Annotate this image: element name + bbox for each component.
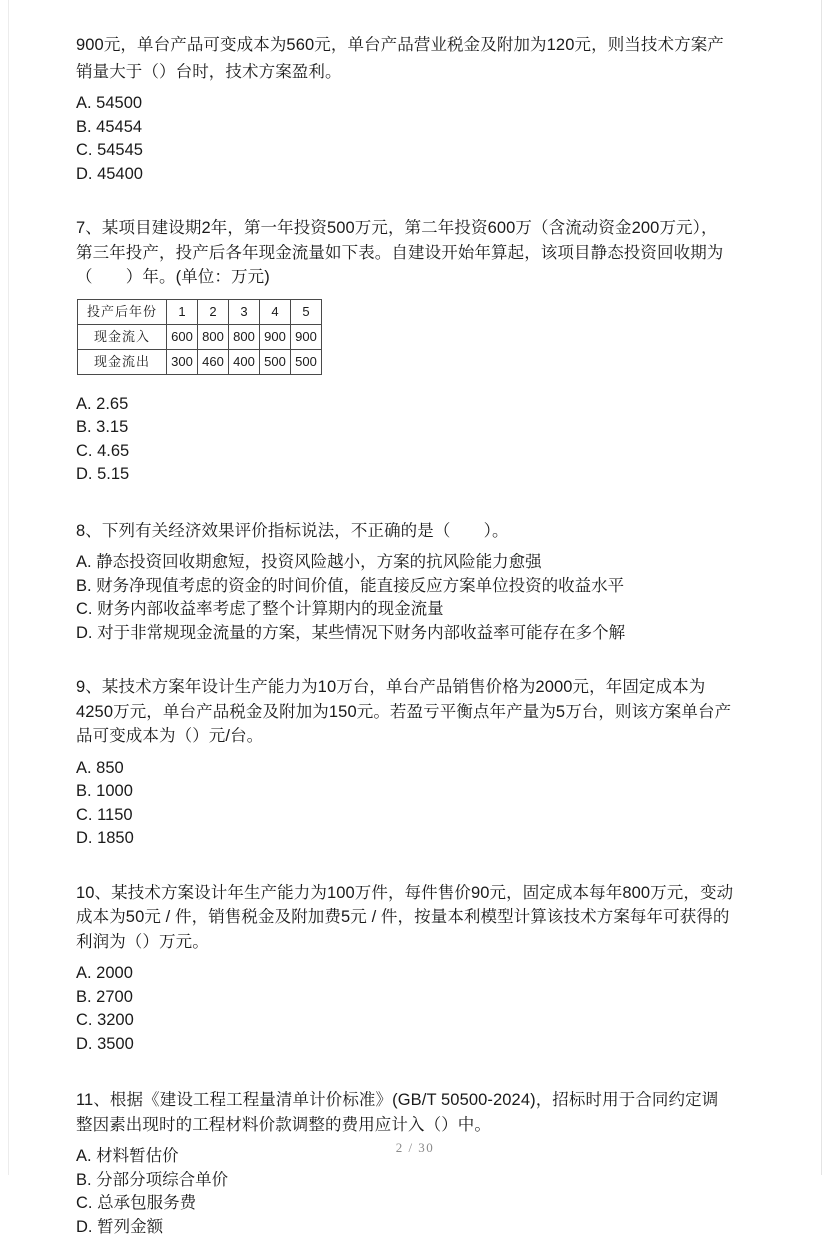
option-item[interactable]: B. 3.15 [76,418,129,436]
table-cell: 800 [198,324,229,349]
option-list [76,92,758,186]
page-footer: 2 / 30 [395,1140,435,1155]
option-item[interactable]: C. 54545 [76,141,143,159]
cash-flow-table [77,299,322,375]
table-cell: 2 [198,299,229,324]
option-item[interactable]: B. 45454 [76,117,143,136]
table-cell: 400 [229,349,260,374]
option-list [76,757,758,851]
question-stem-line: 9、某技术方案年设计生产能力为10万台，单台产品销售价格为2000元，年固定成本为 [76,678,706,696]
table-cell: 1 [167,299,198,324]
table-row-header: 现金流出 [78,349,167,374]
option-item[interactable]: D. 1850 [76,829,134,847]
option-item[interactable]: A. 2.65 [76,394,129,413]
table-cell: 500 [260,349,291,374]
option-item[interactable]: A. 2000 [76,964,133,982]
question-stem-line: 11、根据《建设工程工程量清单计价标准》(GB/T 50500-2024)，招标时用于合同约定调 [76,1091,719,1109]
option-item[interactable]: C. 3200 [76,1011,134,1029]
question-block-9 [76,675,758,851]
question-block-7 [76,216,758,487]
option-item[interactable]: A. 材料暂估价 [76,1147,179,1165]
table-cell: 3 [229,299,260,324]
option-list [76,962,758,1056]
table-cell: 460 [198,349,229,374]
table-cell: 4 [260,299,291,324]
table-cell: 5 [291,299,322,324]
page-edge-right [821,0,822,1175]
question-stem-line: 第三年投产，投产后各年现金流量如下表。自建设开始年算起，该项目静态投资回收期为 [76,243,724,262]
table-cell: 600 [167,324,198,349]
question-stem-line: （ ）年。(单位：万元) [76,268,270,286]
option-item[interactable]: A. 850 [76,758,124,777]
table-row [78,299,322,324]
option-item[interactable]: C. 财务内部收益率考虑了整个计算期内的现金流量 [76,600,444,618]
question-stem-line: 销量大于（）台时，技术方案盈利。 [76,62,342,81]
option-item[interactable]: D. 5.15 [76,465,130,483]
question-stem-line: 成本为50元 / 件，销售税金及附加费5元 / 件，按量本利模型计算该技术方案每年可获得的 [76,908,730,926]
option-item[interactable]: B. 财务净现值考虑的资金的时间价值，能直接反应方案单位投资的收益水平 [76,576,625,595]
option-item[interactable]: D. 3500 [76,1034,134,1053]
question-stem-line: 900元，单台产品可变成本为560元，单台产品营业税金及附加为120元，则当技术方案产 [76,36,724,54]
table-cell: 900 [260,324,291,349]
question-stem-line: 整因素出现时的工程材料价款调整的费用应计入（）中。 [76,1115,491,1134]
page-edge-left [8,0,9,1175]
question-stem-line: 8、下列有关经济效果评价指标说法，不正确的是（ ）。 [76,521,509,540]
option-item[interactable]: C. 4.65 [76,441,130,460]
option-item[interactable]: D. 45400 [76,164,143,183]
option-item[interactable]: B. 2700 [76,987,133,1006]
table-cell: 800 [229,324,260,349]
option-item[interactable]: C. 总承包服务费 [76,1194,197,1212]
question-block-8 [76,519,758,646]
question-stem-line: 7、某项目建设期2年，第一年投资500万元，第二年投资600万（含流动资金200万元）， [76,219,718,237]
question-stem-line: 10、某技术方案设计年生产能力为100万件，每件售价90元，固定成本每年800万元，变动 [76,883,734,902]
table-cell: 900 [291,324,322,349]
question-block-10 [76,881,758,1057]
option-list [76,551,758,645]
table-cell: 500 [291,349,322,374]
option-item[interactable]: A. 静态投资回收期愈短，投资风险越小，方案的抗风险能力愈强 [76,553,542,571]
question-block-continued [76,0,758,186]
question-stem-line: 品可变成本为（）元/台。 [76,727,264,745]
option-list [76,1145,758,1239]
option-item[interactable]: B. 分部分项综合单价 [76,1170,229,1189]
table-cell: 300 [167,349,198,374]
option-item[interactable]: A. 54500 [76,94,143,112]
question-stem-line: 利润为（）万元。 [76,932,209,951]
table-row-header: 投产后年份 [78,299,167,324]
option-list [76,393,758,487]
page-content [76,0,758,1259]
table-row-header: 现金流入 [78,324,167,349]
option-item[interactable]: B. 1000 [76,782,133,800]
question-stem-line: 4250万元，单台产品税金及附加为150元。若盈亏平衡点年产量为5万台，则该方案单台产 [76,702,732,721]
option-item[interactable]: C. 1150 [76,805,133,824]
table-row [78,349,322,374]
table-row [78,324,322,349]
question-block-11 [76,1088,758,1239]
option-item[interactable]: D. 暂列金额 [76,1217,164,1236]
option-item[interactable]: D. 对于非常规现金流量的方案，某些情况下财务内部收益率可能存在多个解 [76,623,626,642]
